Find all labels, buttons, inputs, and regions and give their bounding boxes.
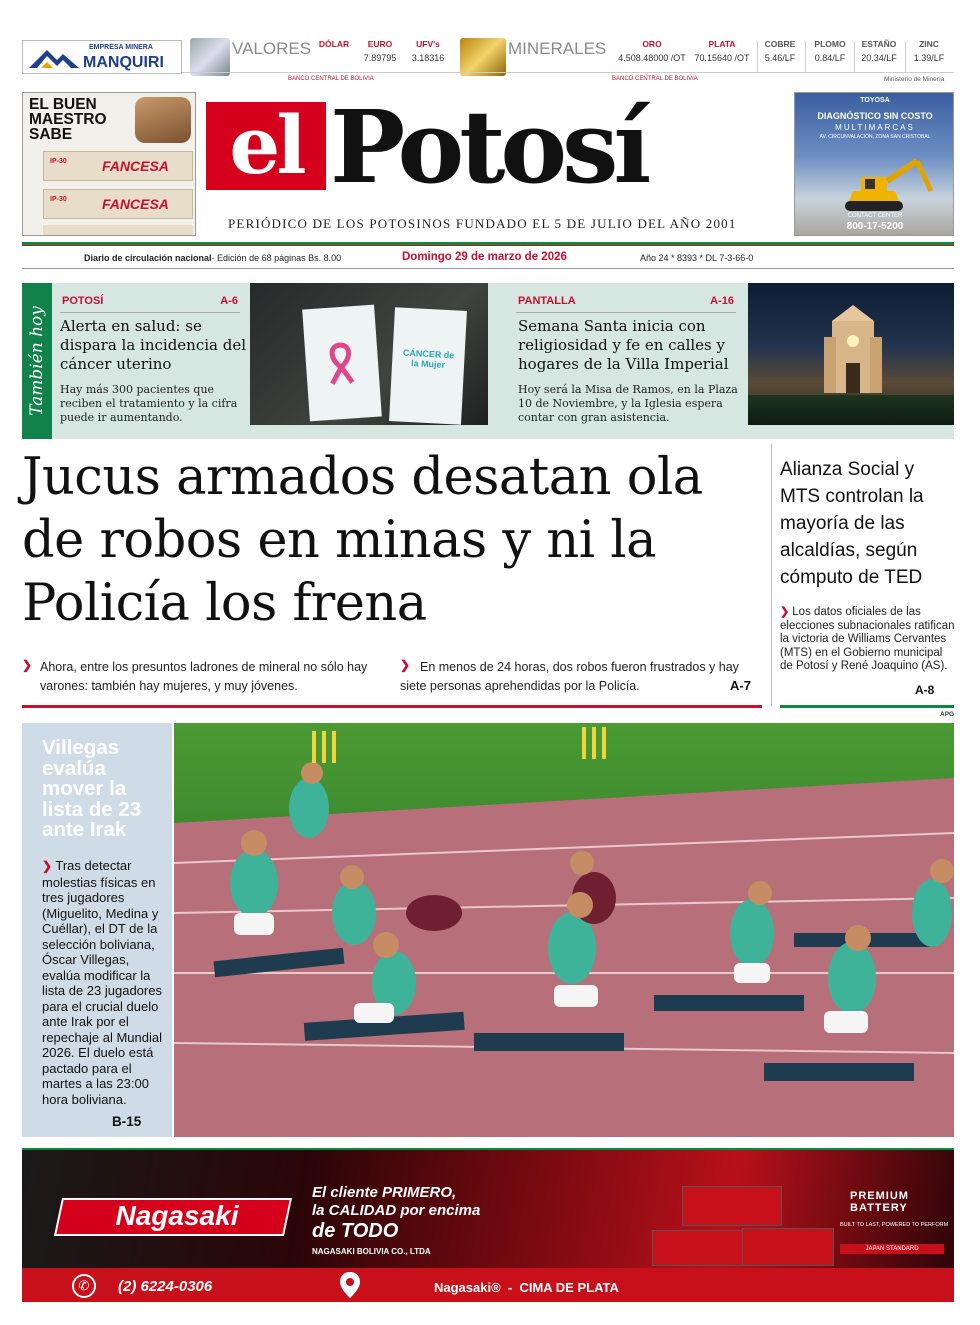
source-ministry: Ministerio de Minería: [884, 76, 945, 83]
teaser-2-page: A-16: [710, 295, 734, 307]
teaser-2-header: [516, 293, 736, 313]
sports-page-ref: B-15: [112, 1114, 142, 1129]
main-headline[interactable]: Jucus armados desatan ola de robos en minas y ni la Policía los frena: [22, 448, 703, 633]
also-today-band: [22, 283, 954, 439]
sponsor-small-label: EMPRESA MINERA: [89, 44, 153, 51]
cement-bag: [43, 151, 193, 181]
red-arrow-icon: ❯: [22, 658, 33, 672]
sports-body-text: Tras detectar molestias físicas en tres jugadores (Miguelito, Medina y Cuéllar), el DT de la selección boliviana, Óscar Villegas, evalúa modificar la lista de 23 jugadores para el crucial duelo ante Irak por el repechaje al Mundial 2026. El duelo está pactado para el martes a las 23:00 hora boliviana.: [42, 858, 162, 1107]
metal-zinc: [904, 39, 954, 63]
manquiri-sponsor-logo: [22, 40, 182, 74]
edition-date: Domingo 29 de marzo de 2026: [402, 251, 567, 263]
gold-bars-photo: [460, 38, 506, 76]
toyosa-phone: 800-17-5200: [846, 221, 904, 232]
fancesa-slogan: EL BUEN MAESTRO SABE: [29, 96, 107, 143]
metal-value: 70.15640 /OT: [694, 53, 750, 63]
manquiri-mountain-icon: [27, 46, 81, 70]
money-photo: [190, 38, 230, 76]
metal-name: ORO: [642, 39, 662, 49]
metal-name: PLATA: [708, 39, 736, 49]
masthead-tagline: PERIÓDICO DE LOS POTOSINOS FUNDADO EL 5 DE JULIO DEL AÑO 2001: [228, 216, 737, 231]
ad-tagline: BUILT TO LAST, POWERED TO PERFORM: [840, 1222, 949, 1228]
teaser-1-header: [60, 293, 240, 313]
metal-value: 4.508.48000 /OT: [618, 53, 686, 63]
ad-company: NAGASAKI BOLIVIA CO., LTDA: [312, 1247, 431, 1256]
metal-plomo: [806, 39, 854, 63]
battery-1: [682, 1186, 782, 1226]
metal-name: COBRE: [764, 39, 796, 49]
main-bullet-2-text: En menos de 24 horas, dos robos fueron frustrados y hay siete personas aprehendidas por la Policía.: [400, 660, 739, 693]
valores-label: VALORES: [232, 39, 312, 58]
currency-name: DÓLAR: [318, 39, 350, 49]
teaser-2-headline[interactable]: Semana Santa inicia con religiosidad y fe en calles y hogares de la Villa Imperial: [518, 317, 729, 373]
pages-price: · Edición de 68 páginas Bs. 8.00: [211, 253, 342, 263]
metal-value: 0.84/LF: [814, 53, 846, 63]
ad-store: Nagasaki® - CIMA DE PLATA: [434, 1280, 619, 1295]
brochure-1: [302, 305, 382, 422]
metal-value: 20.34/LF: [861, 53, 897, 63]
crowd: [748, 395, 954, 425]
brochure-2: [389, 307, 467, 425]
ad-slogan-3: de TODO: [312, 1220, 399, 1242]
teaser-band-bottom: [52, 425, 954, 439]
minerales-label: MINERALES: [508, 39, 607, 58]
currency-value: 7.89795: [363, 53, 397, 63]
masthead-rule-red: [22, 245, 954, 246]
currency-value: 3.18316: [411, 53, 445, 63]
source-bank-minerales: BANCO CENTRAL DE BOLIVIA: [612, 76, 698, 82]
teaser-1-section: POTOSÍ: [62, 295, 104, 307]
teaser-1-page: A-6: [220, 295, 238, 307]
currency-name: EURO: [367, 39, 393, 49]
cement-bag-partial: [43, 225, 193, 236]
toyosa-brand: TOYOSA: [860, 97, 890, 104]
track-scene: [174, 723, 954, 1137]
teaser-2-section: PANTALLA: [518, 295, 576, 307]
cement-product: IP-30: [50, 158, 67, 165]
teaser-2-body: Hoy será la Misa de Ramos, en la Plaza 10 de Noviembre, y la Iglesia espera contar con gran asistencia.: [518, 383, 738, 424]
metal-plata: [686, 39, 758, 63]
red-arrow-icon: ❯: [400, 658, 411, 672]
ad-phone[interactable]: (2) 6224-0306: [118, 1278, 213, 1295]
badge-premium: PREMIUM: [850, 1190, 909, 1202]
photo-credit: APG: [940, 711, 955, 718]
ticker-underline: [182, 72, 954, 73]
cement-brand: FANCESA: [102, 196, 169, 212]
battery-3: [742, 1228, 834, 1266]
main-rule-red: [22, 705, 762, 708]
ad-slogan-2: la CALIDAD por encima: [312, 1202, 481, 1219]
metal-name: PLOMO: [814, 39, 846, 49]
ad-slogan-1: El cliente PRIMERO,: [312, 1184, 457, 1201]
column-divider: [771, 444, 772, 706]
edition-rule: [22, 268, 954, 269]
side-page-ref: A-8: [915, 683, 935, 697]
fancesa-ad[interactable]: [22, 92, 196, 236]
edition-info: [84, 253, 341, 263]
teaser-1-body: Hay más 300 pacientes que reciben el tratamiento y la cifra puede ir aumentando.: [60, 383, 238, 424]
circulation-label: Diario de circulación nacional: [84, 253, 212, 263]
cement-bag: [43, 189, 193, 219]
main-page-ref: A-7: [730, 678, 751, 693]
toyosa-ad[interactable]: [794, 92, 954, 236]
cement-product: IP-30: [50, 196, 67, 203]
nagasaki-ad[interactable]: [22, 1150, 954, 1302]
red-arrow-icon: ❯: [780, 606, 793, 618]
side-body: [780, 606, 956, 674]
sponsor-name: MANQUIRI: [83, 54, 164, 71]
main-bullet-2: [400, 658, 760, 696]
logo-potosi: Potosí: [330, 88, 647, 206]
badge-battery: BATTERY: [850, 1202, 908, 1214]
teaser-1-photo[interactable]: [250, 283, 488, 425]
sports-body: [42, 858, 168, 1107]
main-bullet-1: [22, 658, 382, 696]
also-today-tab: [22, 283, 52, 439]
main-bullet-1-text: Ahora, entre los presuntos ladrones de mineral no sólo hay varones: también hay mujeres, y muy jóvenes.: [40, 660, 368, 693]
toyosa-line3: AV. CIRCUNVALACIÓN, ZONA SAN CRISTOBAL: [819, 134, 931, 140]
metal-name: ESTAÑO: [861, 39, 897, 49]
sports-photo[interactable]: [174, 723, 954, 1137]
metal-estano: [854, 39, 904, 63]
ad-standard: JAPAN STANDARD: [840, 1244, 944, 1254]
excavator-icon: [813, 151, 943, 213]
brochure-text: CÁNCER de la Mujer: [402, 347, 455, 370]
logo-el: el: [206, 102, 326, 190]
red-arrow-icon: ❯: [42, 859, 56, 873]
teaser-2-photo[interactable]: [748, 283, 954, 425]
hand-trowel-image: [135, 97, 191, 143]
cement-brand: FANCESA: [102, 158, 169, 174]
metal-name: ZINC: [919, 39, 939, 49]
battery-2: [652, 1230, 744, 1266]
pink-ribbon-icon: [325, 340, 358, 386]
toyosa-contact-label: CONTACT CENTER: [847, 213, 903, 219]
also-today-label: También hoy: [27, 306, 47, 416]
side-body-text: Los datos oficiales de las elecciones subnacionales ratifican la victoria de Williams Cervantes (MTS) en el Gobierno municipal de Potosí y René Joaquino (AS).: [780, 606, 955, 672]
source-bank-valores: BANCO CENTRAL DE BOLIVIA: [288, 76, 374, 82]
metal-value: 5.46/LF: [764, 53, 796, 63]
side-rule-green: [780, 705, 954, 708]
sports-headline[interactable]: Villegas evalúa mover la lista de 23 ante Irak: [42, 736, 142, 841]
toyosa-line1: DIAGNÓSTICO SIN COSTO: [817, 111, 933, 121]
edition-issue: Año 24 * 8393 * DL 7-3-66-0: [640, 253, 754, 263]
currency-ufv: [398, 39, 458, 63]
location-pin-icon: [338, 1270, 362, 1300]
toyosa-line2: MULTIMARCAS: [835, 123, 915, 132]
teaser-1-headline[interactable]: Alerta en salud: se dispara la incidencia del cáncer uterino: [60, 317, 247, 373]
currency-name: UFV's: [416, 39, 440, 49]
nagasaki-logo: Nagasaki: [115, 1200, 239, 1231]
metal-value: 1.39/LF: [913, 53, 945, 63]
metal-cobre: [756, 39, 804, 63]
phone-icon: ✆: [72, 1274, 96, 1298]
side-headline[interactable]: Alianza Social y MTS controlan la mayoría de las alcaldías, según cómputo de TED: [780, 459, 924, 588]
